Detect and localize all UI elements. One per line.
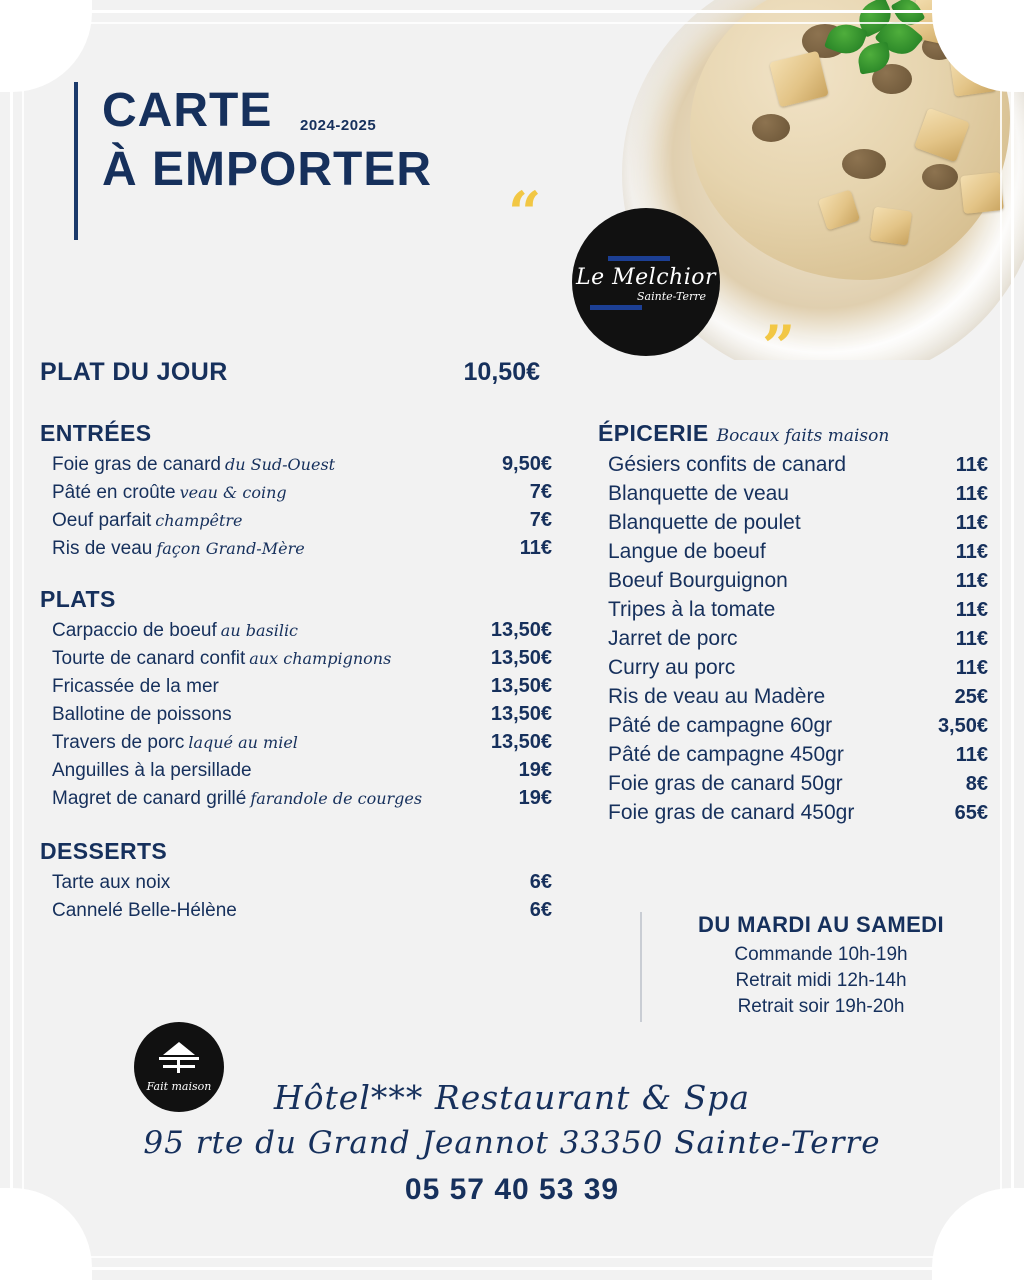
footer-establishment: Hôtel*** Restaurant & Spa bbox=[273, 1078, 751, 1117]
item-description: du Sud-Ouest bbox=[225, 455, 336, 474]
plat-du-jour-price: 10,50€ bbox=[463, 358, 540, 386]
plats-list bbox=[40, 619, 552, 810]
menu-item-row bbox=[598, 482, 988, 506]
menu-item-row bbox=[598, 801, 988, 825]
hours-line: Commande 10h-19h bbox=[734, 944, 908, 965]
item-name: Ris de veau au Madère bbox=[608, 685, 826, 708]
hours-line: Retrait soir 19h-20h bbox=[737, 996, 905, 1017]
item-price: 13,50€ bbox=[490, 731, 552, 753]
item-description bbox=[252, 761, 256, 780]
item-price: 11€ bbox=[955, 628, 988, 650]
item-name: Pâté de campagne 60gr bbox=[608, 714, 833, 737]
item-description: laqué au miel bbox=[188, 733, 298, 752]
item-name: Boeuf Bourguignon bbox=[608, 569, 788, 592]
item-name: Tourte de canard confit bbox=[52, 648, 246, 669]
footer-phone: 05 57 40 53 39 bbox=[404, 1173, 620, 1206]
item-price: 19€ bbox=[518, 759, 552, 781]
menu-item-row bbox=[40, 759, 552, 782]
item-name: Blanquette de poulet bbox=[608, 511, 801, 534]
item-description: au basilic bbox=[220, 621, 299, 640]
crouton-piece bbox=[949, 51, 996, 96]
title-line-2: À EMPORTER bbox=[102, 142, 433, 196]
item-price: 13,50€ bbox=[490, 675, 552, 697]
mushroom-piece bbox=[922, 164, 958, 190]
menu-item-row bbox=[40, 509, 552, 532]
item-description: champêtre bbox=[155, 511, 243, 530]
item-description: aux champignons bbox=[249, 649, 392, 668]
quote-close-icon: ” bbox=[762, 313, 796, 381]
item-name: Blanquette de veau bbox=[608, 482, 789, 505]
right-column bbox=[598, 420, 988, 830]
item-price: 8€ bbox=[965, 773, 988, 795]
menu-item-row bbox=[598, 743, 988, 767]
item-price: 11€ bbox=[955, 599, 988, 621]
item-name: Pâté de campagne 450gr bbox=[608, 743, 844, 766]
restaurant-logo bbox=[572, 208, 720, 356]
logo-name: Le Melchior bbox=[576, 265, 716, 290]
menu-item-row bbox=[40, 787, 552, 810]
plat-du-jour-label: PLAT DU JOUR bbox=[40, 358, 228, 386]
item-price: 7€ bbox=[529, 509, 552, 531]
item-name: Foie gras de canard 450gr bbox=[608, 801, 855, 824]
item-name: Tripes à la tomate bbox=[608, 598, 776, 621]
quote-open-icon: “ bbox=[508, 179, 542, 247]
footer bbox=[0, 1078, 1024, 1207]
epicerie-list bbox=[598, 453, 988, 825]
item-price: 13,50€ bbox=[490, 619, 552, 641]
item-price: 11€ bbox=[955, 744, 988, 766]
item-name: Jarret de porc bbox=[608, 627, 738, 650]
epicerie-title: ÉPICERIE bbox=[598, 420, 709, 446]
item-price: 3,50€ bbox=[937, 715, 988, 737]
item-name: Tarte aux noix bbox=[52, 872, 171, 893]
item-price: 65€ bbox=[954, 802, 988, 824]
item-name: Travers de porc bbox=[52, 732, 185, 753]
menu-item-row bbox=[40, 675, 552, 698]
menu-item-row bbox=[40, 703, 552, 726]
menu-item-row bbox=[598, 714, 988, 738]
entrees-list bbox=[40, 453, 552, 560]
item-price: 7€ bbox=[529, 481, 552, 503]
logo-bar-top bbox=[608, 256, 670, 261]
item-price: 13,50€ bbox=[490, 647, 552, 669]
frame-corner-top-left bbox=[0, 0, 92, 92]
item-price: 11€ bbox=[955, 512, 988, 534]
section-heading-desserts: DESSERTS bbox=[40, 838, 168, 864]
item-price: 11€ bbox=[519, 537, 552, 559]
item-name: Langue de boeuf bbox=[608, 540, 766, 563]
item-name: Foie gras de canard bbox=[52, 454, 221, 475]
menu-item-row bbox=[598, 453, 988, 477]
menu-item-row bbox=[598, 511, 988, 535]
item-price: 9,50€ bbox=[501, 453, 552, 475]
house-icon bbox=[159, 1042, 199, 1076]
menu-item-row bbox=[40, 453, 552, 476]
item-price: 11€ bbox=[955, 454, 988, 476]
item-name: Fricassée de la mer bbox=[52, 676, 219, 697]
epicerie-subtitle: Bocaux faits maison bbox=[716, 426, 890, 446]
item-price: 6€ bbox=[529, 899, 552, 921]
item-name: Anguilles à la persillade bbox=[52, 760, 252, 781]
title-year: 2024-2025 bbox=[300, 117, 377, 134]
page-title bbox=[74, 82, 432, 240]
footer-address: 95 rte du Grand Jeannot 33350 Sainte-Terre bbox=[143, 1125, 881, 1161]
item-name: Ris de veau bbox=[52, 538, 153, 559]
opening-hours-box bbox=[640, 912, 986, 1022]
menu-item-row bbox=[598, 685, 988, 709]
item-name: Carpaccio de boeuf bbox=[52, 620, 217, 641]
item-price: 11€ bbox=[955, 483, 988, 505]
item-description: farandole de courges bbox=[250, 789, 423, 808]
hours-title: DU MARDI AU SAMEDI bbox=[698, 912, 944, 937]
item-name: Oeuf parfait bbox=[52, 510, 152, 531]
item-name: Pâté en croûte bbox=[52, 482, 176, 503]
item-description bbox=[219, 677, 223, 696]
left-column bbox=[40, 420, 552, 927]
title-line-1: CARTE bbox=[102, 84, 273, 137]
menu-item-row bbox=[598, 598, 988, 622]
item-name: Gésiers confits de canard bbox=[608, 453, 847, 476]
menu-item-row bbox=[40, 871, 552, 894]
item-description: veau & coing bbox=[179, 483, 287, 502]
logo-bar-bottom bbox=[590, 305, 642, 310]
item-price: 13,50€ bbox=[490, 703, 552, 725]
hours-line: Retrait midi 12h-14h bbox=[735, 970, 907, 991]
desserts-list bbox=[40, 871, 552, 922]
crouton-piece bbox=[960, 172, 1004, 214]
logo-subtitle: Sainte-Terre bbox=[637, 290, 706, 303]
item-name: Curry au porc bbox=[608, 656, 736, 679]
menu-item-row bbox=[598, 569, 988, 593]
menu-item-row bbox=[40, 899, 552, 922]
menu-item-row bbox=[40, 537, 552, 560]
menu-item-row bbox=[598, 540, 988, 564]
menu-item-row bbox=[40, 647, 552, 670]
parsley-garnish bbox=[818, 0, 948, 84]
item-price: 11€ bbox=[955, 541, 988, 563]
menu-item-row bbox=[598, 627, 988, 651]
item-name: Cannelé Belle-Hélène bbox=[52, 900, 237, 921]
item-description bbox=[232, 705, 236, 724]
menu-item-row bbox=[40, 731, 552, 754]
menu-item-row bbox=[40, 619, 552, 642]
item-price: 6€ bbox=[529, 871, 552, 893]
mushroom-piece bbox=[752, 114, 790, 142]
menu-item-row bbox=[40, 481, 552, 504]
section-heading-epicerie bbox=[598, 420, 988, 447]
item-name: Ballotine de poissons bbox=[52, 704, 232, 725]
item-name: Foie gras de canard 50gr bbox=[608, 772, 843, 795]
section-heading-plats: PLATS bbox=[40, 586, 116, 612]
plat-du-jour-row bbox=[40, 358, 540, 387]
menu-item-row bbox=[598, 772, 988, 796]
section-heading-entrees: ENTRÉES bbox=[40, 420, 152, 446]
item-price: 19€ bbox=[518, 787, 552, 809]
mushroom-piece bbox=[842, 149, 886, 179]
crouton-piece bbox=[870, 207, 912, 246]
item-description: façon Grand-Mère bbox=[156, 539, 305, 558]
item-name: Magret de canard grillé bbox=[52, 788, 247, 809]
item-price: 25€ bbox=[954, 686, 988, 708]
menu-item-row bbox=[598, 656, 988, 680]
item-price: 11€ bbox=[955, 570, 988, 592]
fait-maison-label: Fait maison bbox=[146, 1079, 212, 1093]
item-price: 11€ bbox=[955, 657, 988, 679]
